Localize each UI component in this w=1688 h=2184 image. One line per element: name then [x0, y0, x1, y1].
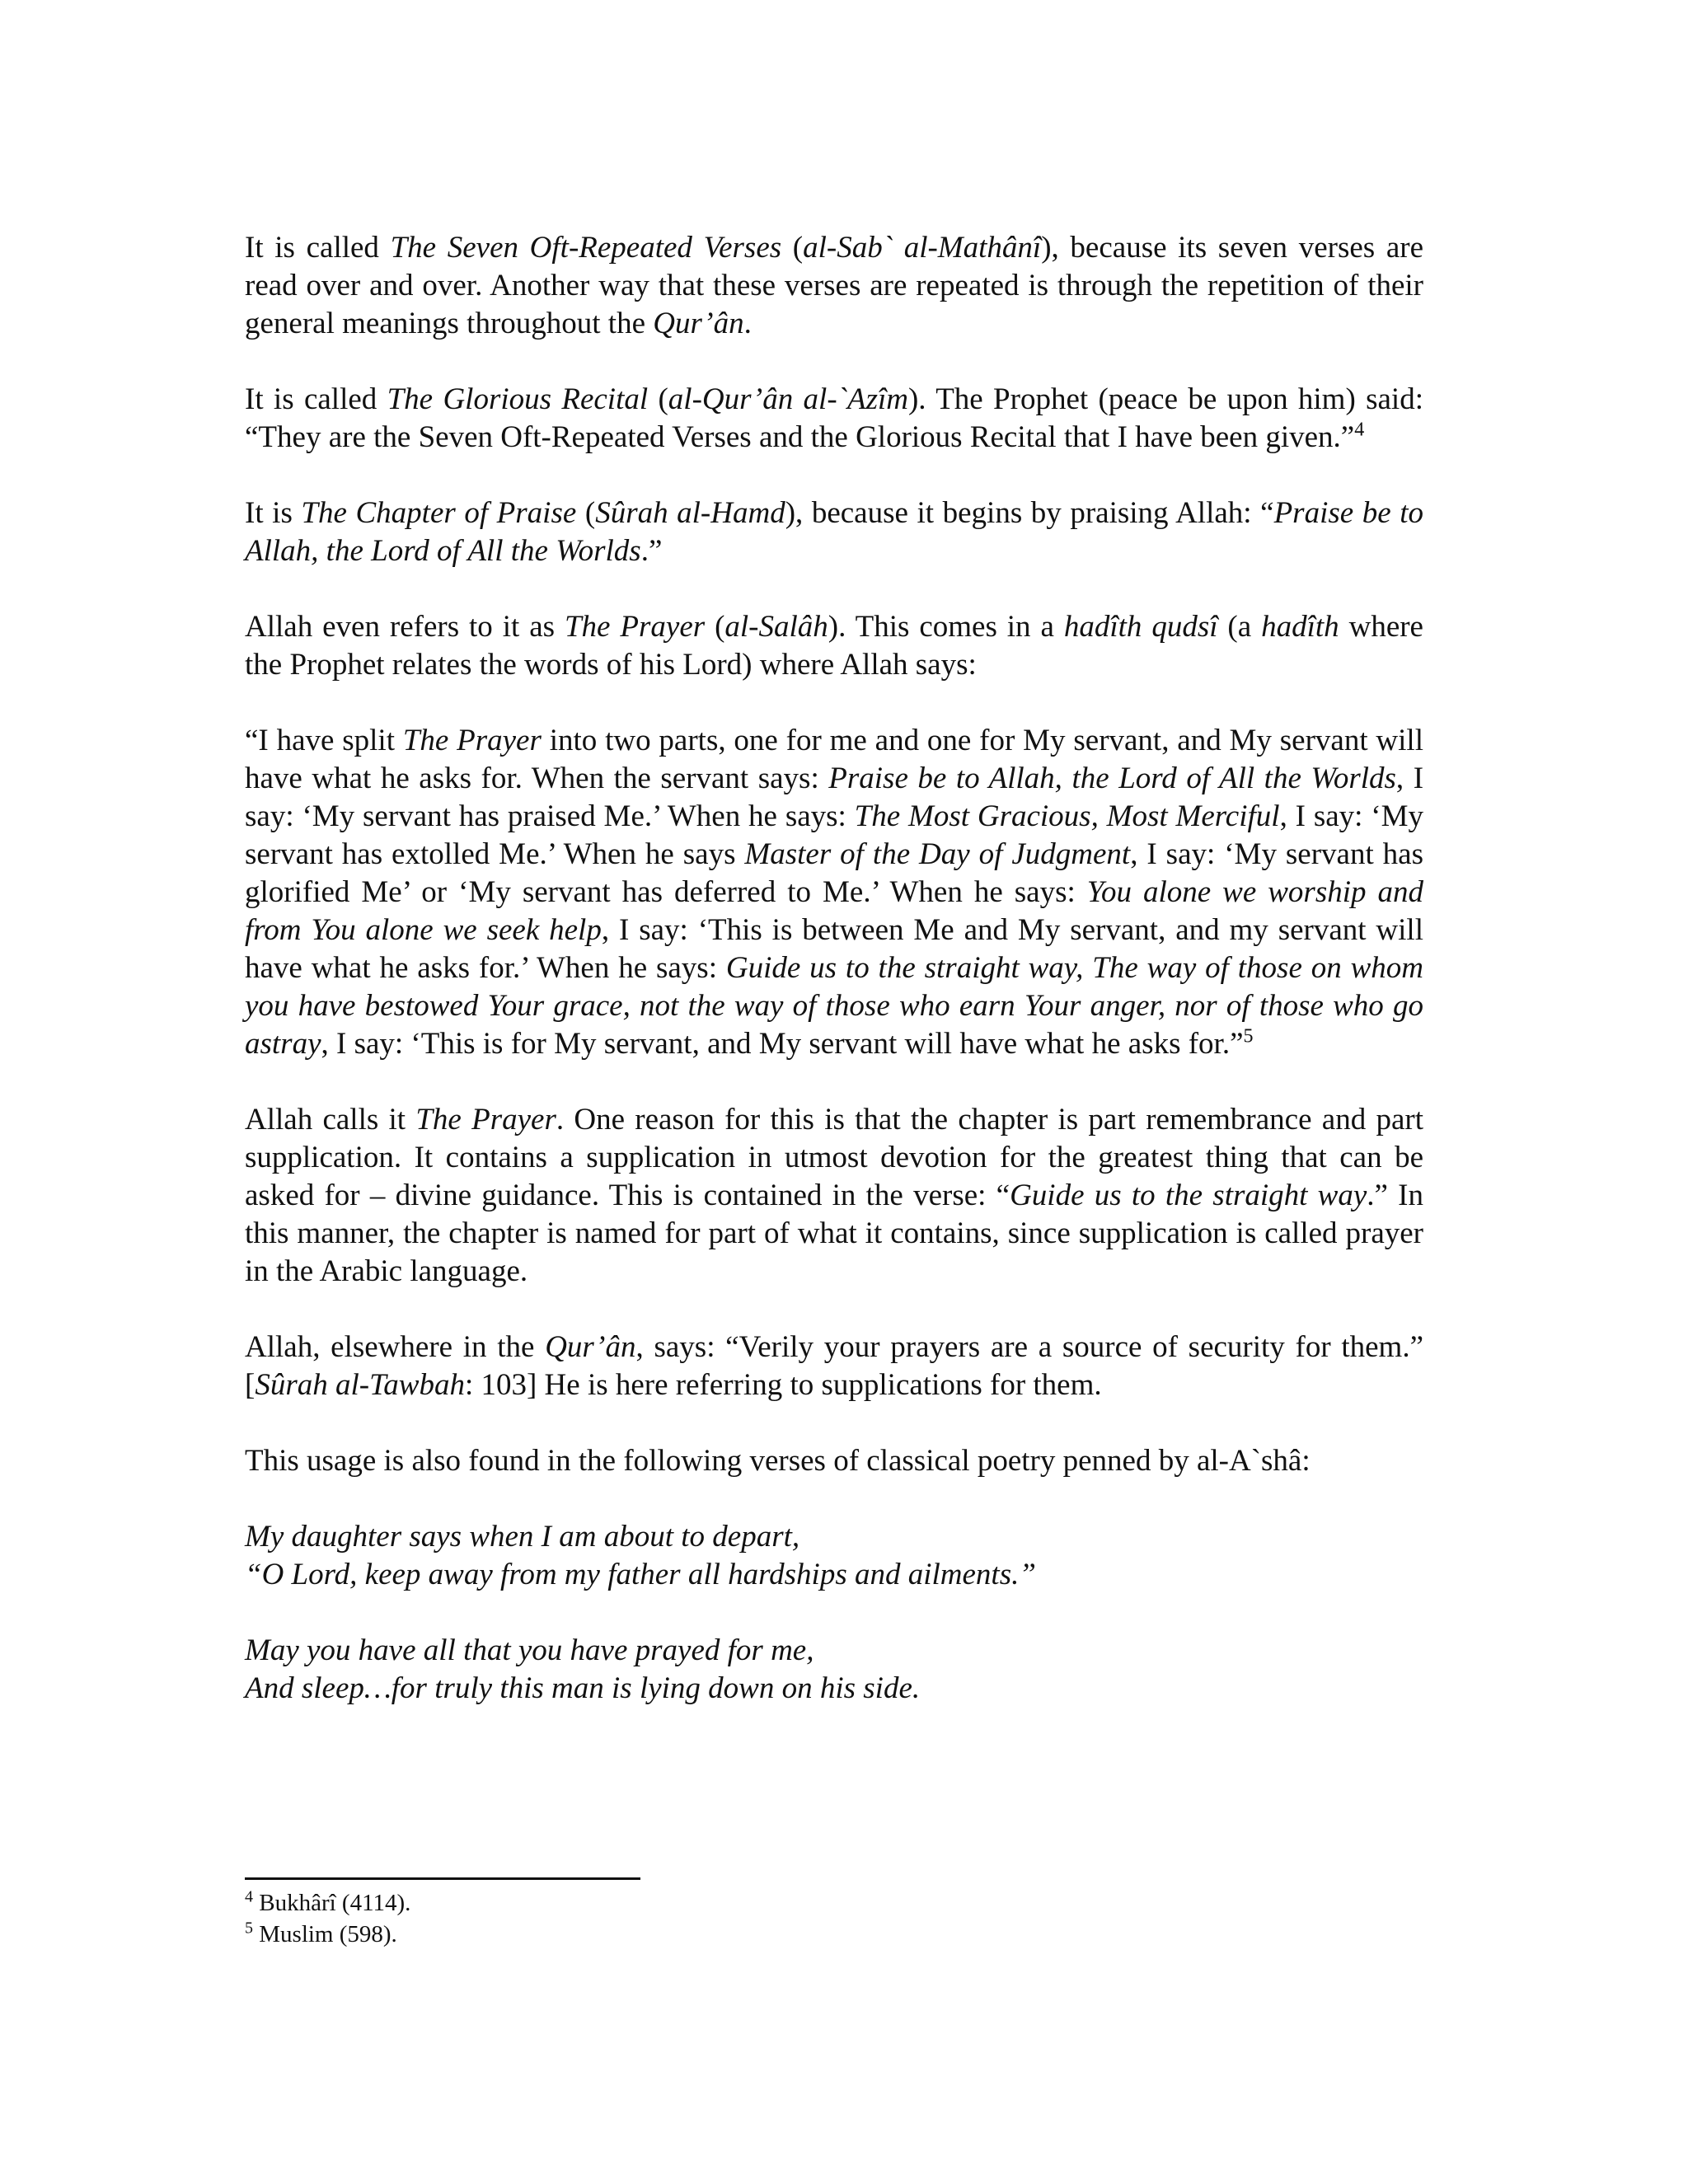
italic-run: hadîth [1261, 610, 1339, 644]
footnote-4 [245, 1887, 1423, 1919]
text-run: . One reason for this is that the chapter is part remembrance and part supplication. It contains a supplication in utmost devotion for the greatest thing that can be asked for – divine guidance. This is contained in the verse: “ [245, 1103, 1423, 1212]
text-run: ). The Prophet (peace be upon him) said: “They are the Seven Oft-Repeated Verses and the Glorious Recital that I have been given.” [245, 382, 1423, 454]
text-run: It is [245, 496, 302, 530]
poem-line: My daughter says when I am about to depart, [245, 1520, 800, 1554]
footnotes [245, 1887, 1423, 1950]
text-run: This usage is also found in the following verses of classical poetry penned by al-A`shâ: [245, 1444, 1311, 1478]
text-run: “I have split [245, 724, 403, 757]
poem-line: “O Lord, keep away from my father all hardships and ailments.” [245, 1558, 1036, 1591]
italic-run: Qur’ân [653, 307, 744, 340]
text-run: , I say: ‘My servant has glorified Me’ or ‘My servant has deferred to Me.’ When he says: [245, 837, 1423, 909]
page-body [245, 229, 1423, 1746]
footnote-number: 4 [245, 1887, 253, 1906]
text-run: It is called [245, 231, 391, 265]
text-run: ), because its seven verses are read over and over. Another way that these verses are repeated is through the repetition of their general meanings throughout the [245, 231, 1424, 340]
paragraph [245, 229, 1423, 343]
text-run: , says: “Verily your prayers are a source of security for them.” [ [245, 1330, 1424, 1402]
italic-run: The Prayer [415, 1103, 556, 1137]
italic-run: al-Sab` al-Mathânî [803, 231, 1042, 265]
italic-run: The Most Gracious, Most Merciful [854, 799, 1280, 833]
text-run: ( [576, 496, 596, 530]
italic-run: The Prayer [564, 610, 706, 644]
text-run: .” In this manner, the chapter is named for part of what it contains, since supplication is called prayer in the Arabic language. [245, 1179, 1424, 1288]
text-run: , I say: ‘This is between Me and My servant, and my servant will have what he asks for.’ When he says: [245, 913, 1423, 985]
text-run: (a [1217, 610, 1262, 644]
text-run: Allah even refers to it as [245, 610, 565, 644]
poem-line: And sleep…for truly this man is lying down on his side. [245, 1671, 921, 1705]
text-run: : 103] He is here referring to supplications for them. [464, 1368, 1102, 1402]
paragraph [245, 494, 1423, 570]
italic-run: hadîth qudsî [1063, 610, 1218, 644]
text-run: , I say: ‘My servant has extolled Me.’ When he says [245, 799, 1423, 871]
footnote-number: 5 [245, 1919, 253, 1938]
italic-run: Sûrah al-Tawbah [255, 1368, 465, 1402]
italic-run: Sûrah al-Hamd [595, 496, 785, 530]
text-run: Allah, elsewhere in the [245, 1330, 546, 1364]
italic-run: The Prayer [402, 724, 542, 757]
italic-run: al-Qur’ân al-`Azîm [668, 382, 908, 416]
poem-stanza [245, 1518, 1423, 1594]
italic-run: Guide us to the straight way, The way of those on whom you have bestowed Your grace, not the way of those who earn Your anger, nor of those who go astray [245, 951, 1423, 1061]
italic-run: The Chapter of Praise [301, 496, 577, 530]
paragraph [245, 608, 1423, 684]
text-run: It is called [245, 382, 387, 416]
text-run: where the Prophet relates the words of his Lord) where Allah says: [245, 610, 1423, 682]
hadith-quote [245, 722, 1423, 1063]
text-run: ). This comes in a [828, 610, 1064, 644]
paragraph [245, 1101, 1423, 1291]
italic-run: Master of the Day of Judgment [744, 837, 1131, 871]
italic-run: Qur’ân [545, 1330, 636, 1364]
text-run: ), because it begins by praising Allah: “ [785, 496, 1274, 530]
paragraph [245, 1442, 1423, 1480]
footnote-ref: 4 [1354, 419, 1365, 441]
footnote-divider [245, 1877, 640, 1880]
italic-run: al-Salâh [724, 610, 828, 644]
text-run: Allah calls it [245, 1103, 416, 1137]
text-run: .” [640, 534, 663, 568]
italic-run: The Seven Oft-Repeated Verses [390, 231, 782, 265]
footnote-5 [245, 1919, 1423, 1950]
footnote-text: Bukhârî (4114). [253, 1890, 411, 1916]
italic-run: Guide us to the straight way [1010, 1179, 1367, 1212]
paragraph [245, 381, 1423, 457]
text-run: ( [648, 382, 668, 416]
italic-run: The Glorious Recital [387, 382, 649, 416]
footnote-ref: 5 [1243, 1025, 1254, 1047]
paragraph [245, 1329, 1423, 1404]
text-run: ( [781, 231, 804, 265]
poem-line: May you have all that you have prayed for me, [245, 1633, 814, 1667]
text-run: into two parts, one for me and one for My servant, and My servant will have what he asks for. When the servant says: [245, 724, 1423, 795]
text-run: , I say: ‘This is for My servant, and My servant will have what he asks for.” [321, 1027, 1244, 1061]
text-run: . [743, 307, 752, 340]
footnote-text: Muslim (598). [253, 1921, 397, 1947]
italic-run: Praise be to Allah, the Lord of All the Worlds [828, 762, 1396, 795]
text-run: ( [705, 610, 725, 644]
italic-run: You alone we worship and from You alone we seek help [245, 875, 1424, 947]
text-run: , I say: ‘My servant has praised Me.’ When he says: [245, 762, 1424, 833]
italic-run: Praise be to Allah, the Lord of All the Worlds [245, 496, 1423, 568]
poem-stanza [245, 1632, 1423, 1708]
